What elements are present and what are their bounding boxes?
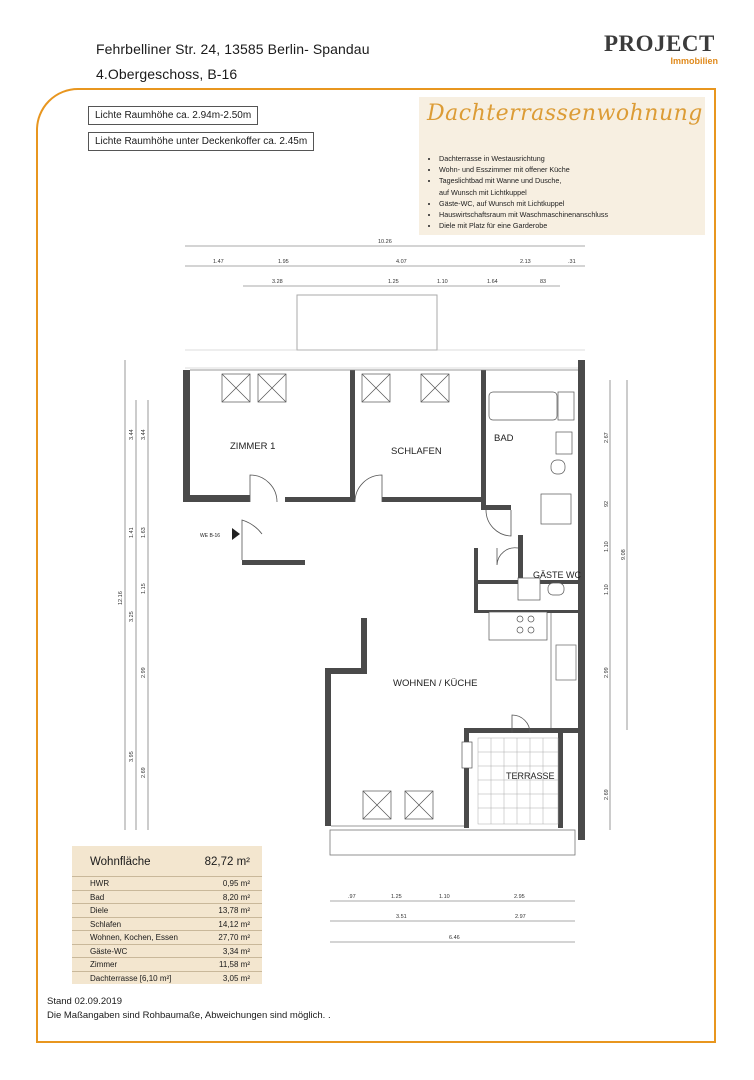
dim-bottom2-1: 3.51 xyxy=(396,914,407,920)
area-value: 13,78 m² xyxy=(211,904,262,918)
room-label-gaeste-wc: GÄSTE WC xyxy=(533,570,582,580)
area-value: 27,70 m² xyxy=(211,931,262,945)
dim-left-4: 3.95 xyxy=(129,751,135,762)
room-label-zimmer: ZIMMER 1 xyxy=(230,441,276,452)
area-title: Wohnfläche xyxy=(90,856,151,868)
table-row xyxy=(72,917,262,931)
feature-item: • Dachterrasse in Westausrichtung xyxy=(439,153,608,164)
living-area-table xyxy=(72,846,262,984)
terrace-tiles xyxy=(478,738,558,824)
roof-hatch-top xyxy=(185,350,585,368)
dimension-lines-top xyxy=(185,246,585,286)
feature-item: • Wohn- und Esszimmer mit offener Küche xyxy=(439,164,608,175)
dim-top2-5: 83 xyxy=(540,279,547,285)
entrance-arrow-icon xyxy=(232,528,240,540)
area-room: Diele xyxy=(72,904,211,918)
dim-top-3: 4.07 xyxy=(396,259,407,265)
dim-right-2: 92 xyxy=(604,500,610,507)
dim-left-total: 12.16 xyxy=(118,591,124,605)
area-value: 11,58 m² xyxy=(211,958,262,972)
dim-left2-3: 1.15 xyxy=(141,583,147,594)
roof-balcony xyxy=(297,295,437,350)
dim-top-5: .31 xyxy=(568,259,576,265)
dim-bottom-2: 1.25 xyxy=(391,894,402,900)
area-value: 3,05 m² xyxy=(211,971,262,984)
dim-right-1: 2.67 xyxy=(604,432,610,443)
table-row xyxy=(72,877,262,891)
area-value: 8,20 m² xyxy=(211,890,262,904)
area-value: 0,95 m² xyxy=(211,877,262,891)
area-total: 82,72 m² xyxy=(204,856,250,868)
dim-top-4: 2.13 xyxy=(520,259,531,265)
logo-sub: Immobilien xyxy=(670,56,718,66)
dim-top-1: 1.47 xyxy=(213,259,224,265)
area-room: Gäste-WC xyxy=(72,944,211,958)
table-row xyxy=(72,971,262,984)
dim-right-4: 1.10 xyxy=(604,584,610,595)
area-room: Schlafen xyxy=(72,917,211,931)
room-label-wohnen: WOHNEN / KÜCHE xyxy=(393,678,478,689)
dim-left2-4: 2.99 xyxy=(141,667,147,678)
feature-item: • Hauswirtschaftsraum mit Waschmaschinenanschluss xyxy=(439,209,608,220)
area-room: HWR xyxy=(72,877,211,891)
dim-right-total: 9.08 xyxy=(621,549,627,560)
dim-top2-2: 1.25 xyxy=(388,279,399,285)
area-rows xyxy=(72,876,262,984)
door-swings xyxy=(242,475,530,733)
area-room: Bad xyxy=(72,890,211,904)
logo-main: PROJECT xyxy=(604,31,715,56)
dim-top2-1: 3.28 xyxy=(272,279,283,285)
area-room: Zimmer xyxy=(72,958,211,972)
dim-left2-2: 1.63 xyxy=(141,527,147,538)
dim-bottom-1: .97 xyxy=(348,894,356,900)
table-row xyxy=(72,904,262,918)
room-label-bad: BAD xyxy=(494,433,514,444)
dim-top-total: 10.26 xyxy=(378,239,392,245)
dim-right-5: 2.99 xyxy=(604,667,610,678)
feature-item: • Tageslichtbad mit Wanne und Dusche, xyxy=(439,175,608,186)
room-label-schlafen: SCHLAFEN xyxy=(391,446,442,457)
address: Fehrbelliner Str. 24, 13585 Berlin- Spandau xyxy=(96,41,370,57)
table-row xyxy=(72,931,262,945)
dim-left-1: 3.44 xyxy=(129,429,135,440)
area-room: Wohnen, Kochen, Essen xyxy=(72,931,211,945)
unit-tag: WE B-16 xyxy=(200,533,221,539)
date-stamp: Stand 02.09.2019 xyxy=(47,996,123,1007)
dim-right-3: 1.10 xyxy=(604,541,610,552)
table-row xyxy=(72,890,262,904)
dim-top2-4: 1.64 xyxy=(487,279,498,285)
features-title: Dachterrassenwohnung xyxy=(427,101,703,126)
ceiling-height-beam-box: Lichte Raumhöhe unter Deckenkoffer ca. 2.45m xyxy=(88,132,314,151)
feature-item: • Gäste-WC, auf Wunsch mit Lichtkuppel xyxy=(439,198,608,209)
dim-bottom-total: 6.46 xyxy=(449,935,460,941)
table-row xyxy=(72,944,262,958)
table-row xyxy=(72,958,262,972)
dimension-lines-right xyxy=(610,380,627,830)
ceiling-height-box: Lichte Raumhöhe ca. 2.94m-2.50m xyxy=(88,106,258,125)
dim-left-2: 1.41 xyxy=(129,527,135,538)
room-label-terrasse: TERRASSE xyxy=(506,771,555,781)
floor-label: 4.Obergeschoss, B-16 xyxy=(96,66,238,82)
dim-bottom2-2: 2.97 xyxy=(515,914,526,920)
dim-left-3: 3.25 xyxy=(129,611,135,622)
dim-right-6: 2.69 xyxy=(604,789,610,800)
feature-item: • Diele mit Platz für eine Garderobe xyxy=(439,220,608,231)
dim-left2-5: 2.69 xyxy=(141,767,147,778)
dim-bottom-4: 2.95 xyxy=(514,894,525,900)
feature-item: auf Wunsch mit Lichtkuppel xyxy=(439,187,527,197)
dim-top2-3: 1.10 xyxy=(437,279,448,285)
area-value: 3,34 m² xyxy=(211,944,262,958)
dim-left2-1: 3.44 xyxy=(141,429,147,440)
dim-bottom-3: 1.10 xyxy=(439,894,450,900)
disclaimer: Die Maßangaben sind Rohbaumaße, Abweichungen sind möglich. . xyxy=(47,1010,331,1021)
area-room: Dachterrasse [6,10 m²] xyxy=(72,971,211,984)
dim-top-2: 1.95 xyxy=(278,259,289,265)
area-value: 14,12 m² xyxy=(211,917,262,931)
